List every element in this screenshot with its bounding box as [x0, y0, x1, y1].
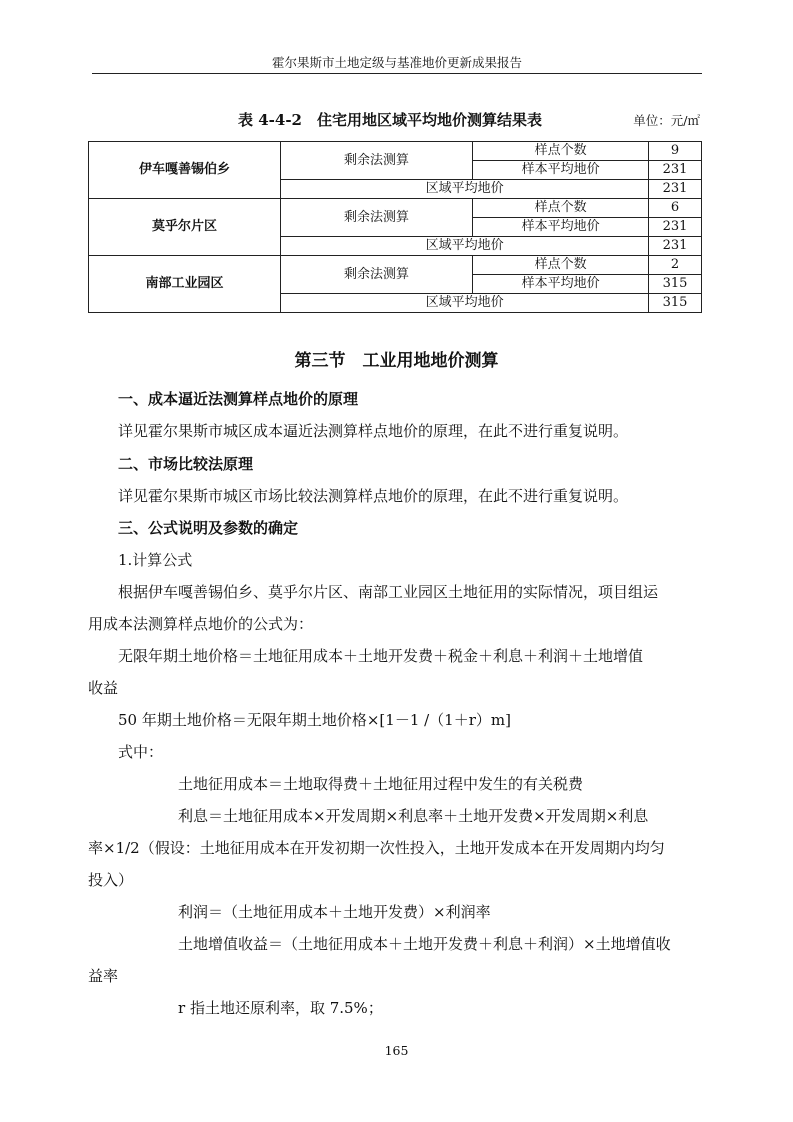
header-rule [92, 73, 702, 74]
section-title: 第三节 工业用地地价测算 [294, 351, 499, 371]
table-caption: 表 4-4-2 住宅用地区域平均地价测算结果表 [238, 111, 542, 129]
region-avg-label: 区域平均地价 [281, 294, 649, 313]
item-label: 样点个数 [473, 199, 649, 218]
formula-50-year: 50 年期土地价格＝无限年期土地价格×[1－1 /（1＋r）m] [118, 711, 511, 729]
region-avg-label: 区域平均地价 [281, 237, 649, 256]
item-label: 样点个数 [473, 256, 649, 275]
item-label: 样本平均地价 [473, 218, 649, 237]
page-number: 165 [384, 1043, 409, 1058]
heading-formula-params: 三、公式说明及参数的确定 [118, 519, 299, 537]
item-label: 样点个数 [473, 142, 649, 161]
region-cell: 伊车嘎善锡伯乡 [89, 142, 281, 199]
subheading-formula: 1.计算公式 [118, 551, 193, 569]
value-cell: 231 [649, 161, 702, 180]
value-cell: 6 [649, 199, 702, 218]
definition-interest: 利息＝土地征用成本×开发周期×利息率＋土地开发费×开发周期×利息 [178, 807, 649, 825]
heading-cost-approach: 一、成本逼近法测算样点地价的原理 [118, 390, 359, 408]
region-avg-label: 区域平均地价 [281, 180, 649, 199]
definition-value-added-cont: 益率 [88, 967, 119, 985]
definition-value-added: 土地增值收益＝（土地征用成本＋土地开发费＋利息＋利润）×土地增值收 [178, 935, 671, 953]
value-cell: 231 [649, 218, 702, 237]
method-cell: 剩余法测算 [281, 256, 473, 294]
definition-profit: 利润＝（土地征用成本＋土地开发费）×利润率 [178, 903, 491, 921]
table-row [89, 256, 702, 275]
value-cell: 9 [649, 142, 702, 161]
table-unit: 单位：元/㎡ [633, 113, 700, 128]
item-label: 样本平均地价 [473, 161, 649, 180]
value-cell: 231 [649, 180, 702, 199]
page-header: 霍尔果斯市土地定级与基准地价更新成果报告 [271, 55, 522, 70]
paragraph-cost-approach: 详见霍尔果斯市城区成本逼近法测算样点地价的原理，在此不进行重复说明。 [118, 422, 629, 440]
definition-interest-end: 投入） [88, 871, 134, 889]
region-cell: 南部工业园区 [89, 256, 281, 313]
value-cell: 315 [649, 294, 702, 313]
paragraph-formula-intro: 根据伊车嘎善锡伯乡、莫乎尔片区、南部工业园区土地征用的实际情况，项目组运 [118, 583, 659, 601]
definition-cap-rate: r 指土地还原利率，取 7.5%； [178, 999, 383, 1017]
land-price-table [88, 141, 702, 313]
region-cell: 莫乎尔片区 [89, 199, 281, 256]
value-cell: 2 [649, 256, 702, 275]
method-cell: 剩余法测算 [281, 142, 473, 180]
method-cell: 剩余法测算 [281, 199, 473, 237]
value-cell: 231 [649, 237, 702, 256]
definition-acquisition-cost: 土地征用成本＝土地取得费＋土地征用过程中发生的有关税费 [178, 775, 584, 793]
table-row [89, 142, 702, 161]
formula-infinite-term-cont: 收益 [88, 679, 119, 697]
item-label: 样本平均地价 [473, 275, 649, 294]
paragraph-market-comparison: 详见霍尔果斯市城区市场比较法测算样点地价的原理，在此不进行重复说明。 [118, 487, 629, 505]
heading-market-comparison: 二、市场比较法原理 [118, 455, 254, 473]
value-cell: 315 [649, 275, 702, 294]
where-label: 式中： [118, 743, 164, 761]
paragraph-formula-intro-cont: 用成本法测算样点地价的公式为： [88, 615, 314, 633]
formula-infinite-term: 无限年期土地价格＝土地征用成本＋土地开发费＋税金＋利息＋利润＋土地增值 [118, 647, 644, 665]
table-row [89, 199, 702, 218]
definition-interest-cont: 率×1/2（假设：土地征用成本在开发初期一次性投入，土地开发成本在开发周期内均匀 [88, 839, 665, 857]
